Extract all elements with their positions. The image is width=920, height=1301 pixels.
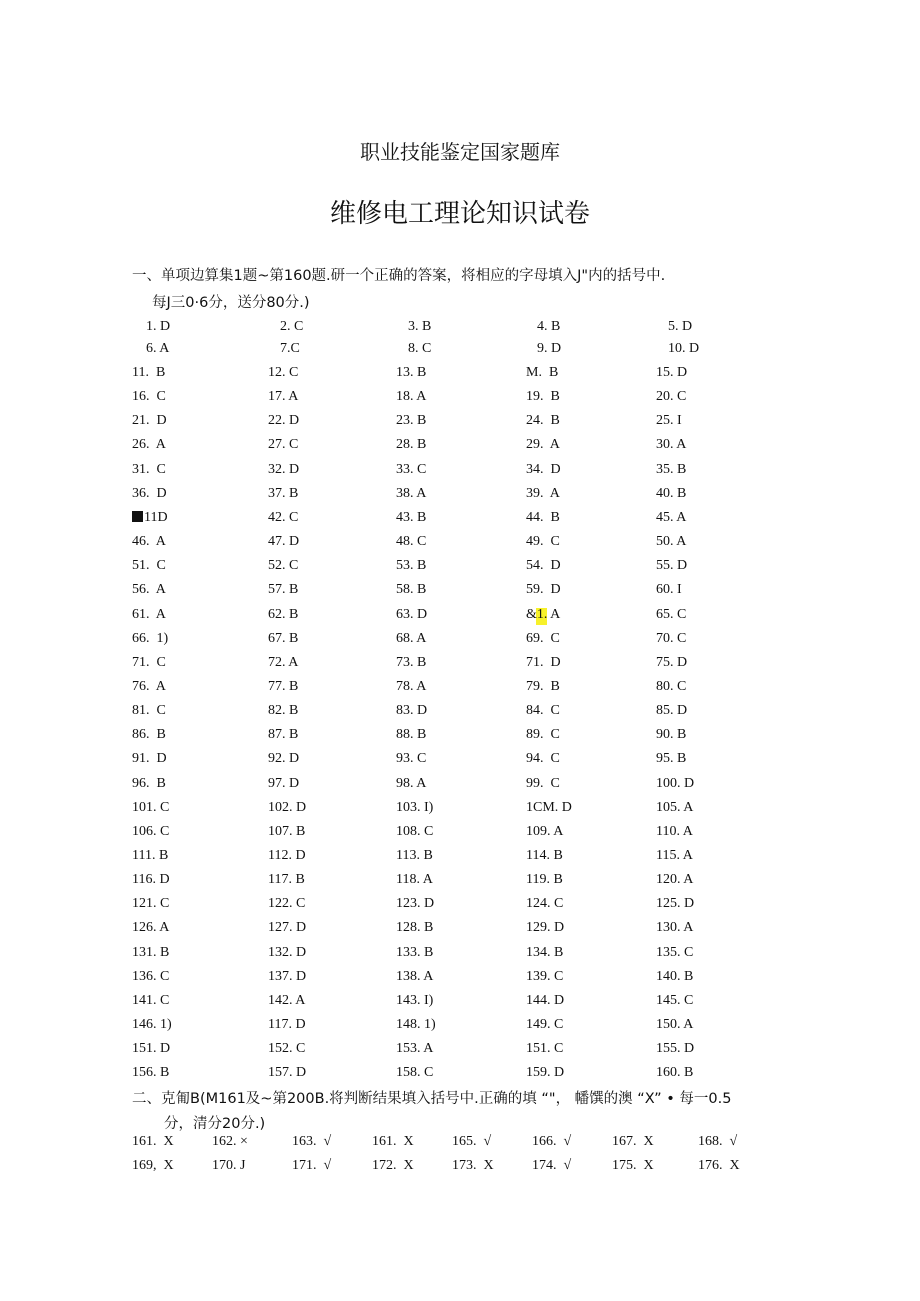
answer-cell: 77. B <box>268 678 299 694</box>
answer-cell: 45. A <box>656 509 687 525</box>
answer-cell: 60. I <box>656 582 682 598</box>
answer-cell: 36. D <box>132 485 167 501</box>
answer-cell: 53. B <box>396 558 427 574</box>
answer-cell: 58. B <box>396 582 427 598</box>
answer-cell: 111. B <box>132 848 169 863</box>
answer-cell: 70. C <box>656 630 687 646</box>
judgement-cell: 163. √ <box>292 1134 332 1149</box>
answer-cell: 32. D <box>268 461 300 477</box>
answer-cell: 139. C <box>526 968 564 984</box>
answer-cell: 144. D <box>526 992 565 1008</box>
answer-cell: 4. B <box>537 319 561 334</box>
answer-cell: 81. C <box>132 703 166 719</box>
answer-cell: 24. B <box>526 413 560 429</box>
answer-cell: 155. D <box>656 1041 695 1057</box>
answer-cell: 102. D <box>268 799 307 815</box>
answer-cell: 46. A <box>132 534 166 550</box>
answer-cell: 157. D <box>268 1065 307 1081</box>
answer-cell: 103. I) <box>396 799 434 815</box>
answer-cell: 112. D <box>268 848 306 863</box>
answer-cell: 141. C <box>132 992 170 1008</box>
answer-cell: 126. A <box>132 920 170 936</box>
answer-cell: 34. D <box>526 461 561 477</box>
answer-cell: 78. A <box>396 678 427 694</box>
answer-cell: 105. A <box>656 799 694 815</box>
answer-cell: 137. D <box>268 968 307 984</box>
answer-cell: 108. C <box>396 823 434 839</box>
answer-cell: 109. A <box>526 823 564 839</box>
answer-cell: 69. C <box>526 630 560 646</box>
answer-cell: 39. A <box>526 485 560 501</box>
answer-cell: 54. D <box>526 558 561 574</box>
answer-cell: 2. C <box>280 319 304 334</box>
answer-cell: 110. A <box>656 823 693 839</box>
answer-cell: 94. C <box>526 751 560 767</box>
judgement-cell: 170. J <box>212 1158 246 1173</box>
answer-cell: 10. D <box>668 341 700 356</box>
judgement-cell: 161. X <box>372 1134 414 1149</box>
answer-cell: 160. B <box>656 1065 694 1081</box>
answer-cell: 62. B <box>268 606 299 622</box>
answer-cell: 136. C <box>132 968 170 984</box>
answer-cell: 44. B <box>526 509 560 525</box>
exam-bank-title: 职业技能鉴定国家题库 <box>360 140 560 164</box>
answer-cell: 100. D <box>656 775 695 791</box>
judgement-cell: 168. √ <box>698 1134 738 1149</box>
answer-cell-text: 11D <box>144 509 168 525</box>
answer-cell: 55. D <box>656 558 688 574</box>
answer-cell: 86. B <box>132 727 166 743</box>
answer-cell: 138. A <box>396 968 434 984</box>
answer-cell: 101. C <box>132 799 170 815</box>
judgement-cell: 174. √ <box>532 1158 572 1173</box>
judgement-cell: 176. X <box>698 1158 740 1173</box>
answer-cell: 40. B <box>656 485 687 501</box>
answer-cell: 20. C <box>656 389 687 405</box>
answer-cell: 99. C <box>526 775 560 791</box>
answer-cell: 88. B <box>396 727 427 743</box>
answer-cell: 22. D <box>268 413 300 429</box>
section1-instruction-line1: 一、单项边算集1题~第160题.研一个正确的答案，将相应的字母填入J"内的括号中. <box>132 268 666 284</box>
answer-cell: 15. D <box>656 365 688 380</box>
answer-cell: 93. C <box>396 751 427 767</box>
answer-cell: 150. A <box>656 1017 694 1033</box>
answer-cell: 145. C <box>656 992 694 1008</box>
answer-cell: 149. C <box>526 1017 564 1033</box>
answer-cell: 71. C <box>132 654 166 670</box>
answer-cell: 79. B <box>526 678 560 694</box>
answer-cell: 75. D <box>656 654 688 670</box>
answer-cell: 1. D <box>146 319 171 334</box>
answer-cell: 43. B <box>396 509 427 525</box>
answer-cell: 49. C <box>526 534 560 550</box>
answer-cell: 63. D <box>396 606 428 622</box>
answer-cell: 159. D <box>526 1065 565 1081</box>
answer-cell: 91. D <box>132 751 167 767</box>
judgement-cell: 169, X <box>132 1158 174 1173</box>
answer-cell: 128. B <box>396 920 434 936</box>
answer-cell: 67. B <box>268 630 299 646</box>
section2-instruction-line2: 分，清分20分.) <box>164 1116 266 1132</box>
answer-cell: 8. C <box>408 341 432 356</box>
answer-cell: 90. B <box>656 727 687 743</box>
answer-cell: 57. B <box>268 582 299 598</box>
answer-cell: 51. C <box>132 558 166 574</box>
answer-cell: 135. C <box>656 944 694 960</box>
answer-cell: 152. C <box>268 1041 306 1057</box>
answer-cell: 21. D <box>132 413 167 429</box>
judgement-cell: 167. X <box>612 1134 654 1149</box>
section1-instruction-line2: 每J三0·6分，送分80分.) <box>152 295 310 311</box>
answer-cell <box>526 607 560 623</box>
answer-cell: 107. B <box>268 823 306 839</box>
judgement-cell: 175. X <box>612 1158 654 1173</box>
answer-cell: 3. B <box>408 319 432 334</box>
answer-cell: 1CM. D <box>526 799 572 815</box>
answer-cell: 19. B <box>526 389 560 405</box>
answer-cell: 153. A <box>396 1041 434 1057</box>
judgement-cell: 165. √ <box>452 1134 492 1149</box>
answer-cell: 72. A <box>268 654 299 670</box>
exam-paper-title: 维修电工理论知识试卷 <box>329 199 590 229</box>
answer-cell: 84. C <box>526 703 560 719</box>
section2-instruction-line1: 二、克匍B(M161及~第200B.将判断结果填入括号中.正确的填 “"， 幡馔的澳 “X” • 每一0.5 <box>132 1091 732 1107</box>
answer-cell: 129. D <box>526 920 565 936</box>
answer-cell: 143. I) <box>396 992 434 1008</box>
answer-cell: 133. B <box>396 944 434 960</box>
answer-cell: 156. B <box>132 1065 170 1081</box>
answer-cell: 134. B <box>526 944 564 960</box>
answer-cell: 31. C <box>132 461 166 477</box>
answer-cell: 119. B <box>526 872 563 888</box>
answer-cell: 26. A <box>132 437 166 453</box>
answer-cell: 7.C <box>280 341 300 356</box>
answer-cell: 16. C <box>132 389 166 405</box>
answer-cell: 142. A <box>268 992 306 1008</box>
answer-cell: 68. A <box>396 630 427 646</box>
answer-cell: 23. B <box>396 413 427 429</box>
answer-cell: 151. C <box>526 1041 564 1057</box>
answer-cell: 140. B <box>656 968 694 984</box>
answer-cell: 98. A <box>396 775 427 791</box>
answer-cell: 83. D <box>396 703 428 719</box>
answer-cell: 29. A <box>526 437 560 453</box>
answer-cell: 118. A <box>396 872 433 888</box>
answer-cell: 114. B <box>526 848 563 863</box>
answer-cell: 113. B <box>396 848 433 863</box>
answer-cell: 30. A <box>656 437 687 453</box>
judgement-cell: 173. X <box>452 1158 494 1173</box>
answer-cell: 52. C <box>268 558 299 574</box>
judgement-cell: 166. √ <box>532 1134 572 1149</box>
answer-cell: 65. C <box>656 606 687 622</box>
answer-cell: 130. A <box>656 920 694 936</box>
answer-cell: 71. D <box>526 654 561 670</box>
answer-cell: M. B <box>526 365 559 380</box>
answer-cell: 38. A <box>396 485 427 501</box>
answer-cell-text: &1. <box>526 606 548 622</box>
answer-cell: 87. B <box>268 727 299 743</box>
answer-cell: 25. I <box>656 413 682 429</box>
answer-cell: 158. C <box>396 1065 434 1081</box>
answer-cell: 97. D <box>268 775 300 791</box>
answer-cell: 116. D <box>132 872 170 888</box>
answer-cell: 17. A <box>268 389 299 405</box>
answer-cell: 131. B <box>132 944 170 960</box>
answer-cell: 82. B <box>268 703 299 719</box>
answer-cell: 12. C <box>268 365 299 380</box>
answer-cell: 76. A <box>132 678 166 694</box>
answer-cell: 56. A <box>132 582 166 598</box>
answer-cell: 115. A <box>656 848 693 863</box>
answer-cell: 42. C <box>268 509 299 525</box>
answer-cell: 121. C <box>132 896 170 912</box>
answer-cell: 47. D <box>268 534 300 550</box>
answer-cell: 80. C <box>656 678 687 694</box>
answer-cell: 50. A <box>656 534 687 550</box>
answer-cell: 73. B <box>396 654 427 670</box>
answer-cell: 122. C <box>268 896 306 912</box>
answer-cell: 96. B <box>132 775 166 791</box>
answer-cell: 27. C <box>268 437 299 453</box>
answer-letter: A <box>547 606 561 622</box>
answer-cell: 85. D <box>656 703 688 719</box>
answer-cell: 127. D <box>268 920 307 936</box>
answer-cell: 48. C <box>396 534 427 550</box>
answer-cell: 61. A <box>132 606 166 622</box>
answer-cell: 33. C <box>396 461 427 477</box>
answer-cell: 95. B <box>656 751 687 767</box>
answer-cell: 6. A <box>146 341 170 356</box>
answer-cell: 28. B <box>396 437 427 453</box>
answer-cell: 92. D <box>268 751 300 767</box>
answer-cell: 9. D <box>537 341 562 356</box>
answer-cell: 117. B <box>268 872 305 888</box>
answer-cell: 5. D <box>668 319 693 334</box>
answer-cell: 120. A <box>656 872 694 888</box>
answer-cell: 35. B <box>656 461 687 477</box>
answer-cell: 13. B <box>396 365 427 380</box>
answer-cell: 66. 1) <box>132 630 169 646</box>
answer-cell: 148. 1) <box>396 1017 436 1033</box>
answer-cell: 132. D <box>268 944 307 960</box>
answer-cell: 59. D <box>526 582 561 598</box>
answer-cell: 117. D <box>268 1017 306 1033</box>
judgement-cell: 162. × <box>212 1134 248 1149</box>
answer-cell: 106. C <box>132 823 170 839</box>
answer-cell: 18. A <box>396 389 427 405</box>
judgement-cell: 172. X <box>372 1158 414 1173</box>
judgement-cell: 161. X <box>132 1134 174 1149</box>
judgement-cell: 171. √ <box>292 1158 332 1173</box>
answer-cell: 151. D <box>132 1041 171 1057</box>
answer-cell: 11. B <box>132 365 166 380</box>
answer-cell: 124. C <box>526 896 564 912</box>
answer-cell: 146. 1) <box>132 1017 172 1033</box>
answer-cell: 123. D <box>396 896 435 912</box>
answer-cell: 37. B <box>268 485 299 501</box>
answer-cell: 89. C <box>526 727 560 743</box>
answer-cell: 125. D <box>656 896 695 912</box>
